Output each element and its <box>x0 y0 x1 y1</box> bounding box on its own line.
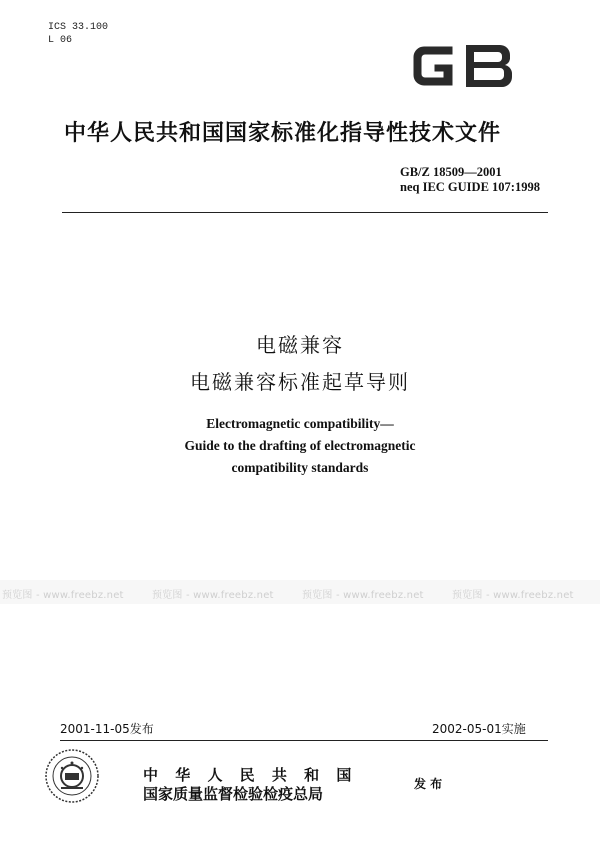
title-en-line2: Guide to the drafting of electromagnetic <box>184 438 416 453</box>
top-divider <box>62 212 548 213</box>
seal-emblem <box>44 748 100 804</box>
watermark-text: 预览图 - www.freebz.net <box>452 590 574 601</box>
gb-logo <box>408 37 520 93</box>
issue-date: 2001-11-05发布 <box>60 722 154 736</box>
issuer-agency: 国家质量监督检验检疫总局 <box>143 785 324 803</box>
ccs-code: L 06 <box>48 35 73 46</box>
bottom-divider <box>60 740 548 741</box>
watermark-text: 预览图 - www.freebz.net <box>302 590 424 601</box>
title-cn-sub: 电磁兼容标准起草导则 <box>190 370 410 394</box>
publish-label: 发 布 <box>414 777 443 791</box>
watermark-text: 预览图 - www.freebz.net <box>2 590 124 601</box>
equivalence-note: neq IEC GUIDE 107:1998 <box>400 180 540 194</box>
title-cn-main: 电磁兼容 <box>256 333 344 357</box>
document-type-title: 中华人民共和国国家标准化指导性技术文件 <box>64 121 502 146</box>
standard-number: GB/Z 18509—2001 <box>400 165 502 179</box>
watermark-band <box>0 580 600 604</box>
issuer-country: 中 华 人 民 共 和 国 <box>143 766 358 784</box>
title-en-line1: Electromagnetic compatibility— <box>206 416 394 431</box>
ics-code: ICS 33.100 <box>48 22 109 33</box>
watermark-text: 预览图 - www.freebz.net <box>152 590 274 601</box>
title-en-line3: compatibility standards <box>231 460 369 475</box>
implementation-date: 2002-05-01实施 <box>432 722 526 736</box>
